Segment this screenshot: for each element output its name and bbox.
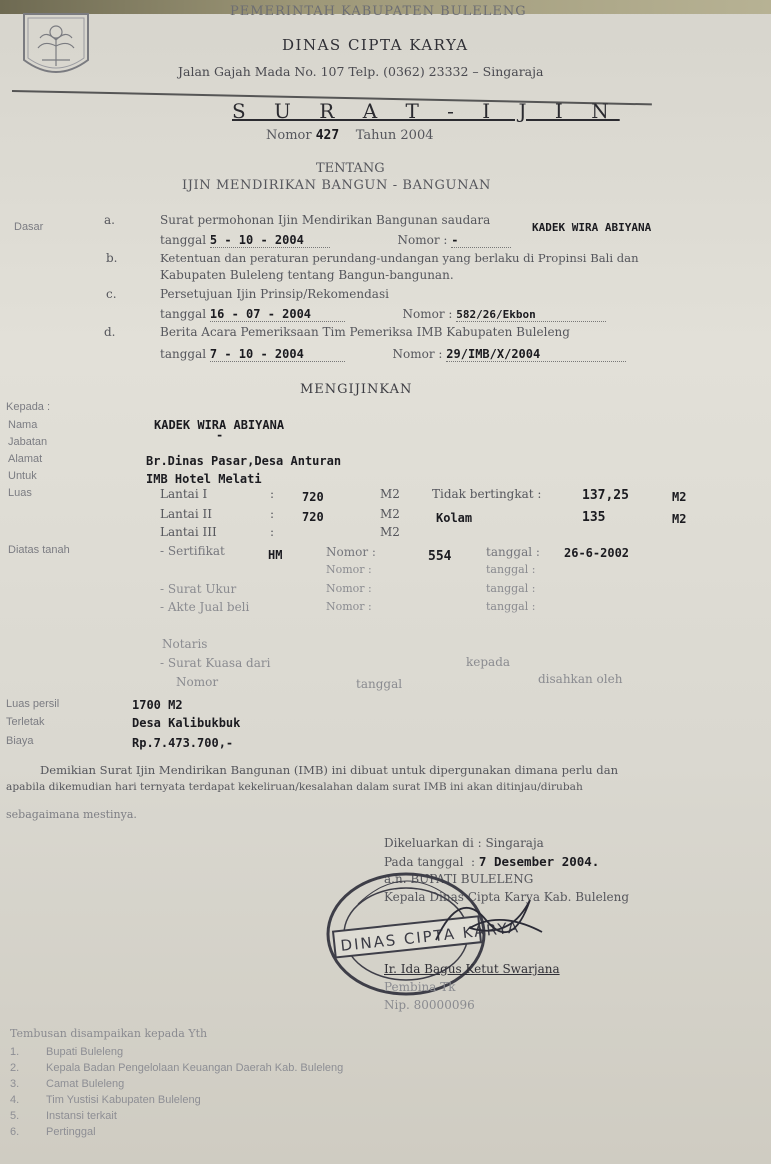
tembusan-label: Tembusan disampaikan kepada Yth <box>10 1027 208 1040</box>
dasar-c-date: tanggal 16 - 07 - 2004 Nomor : 582/26/Ekbon <box>160 307 606 322</box>
kuasa-nomor-label: Nomor <box>176 675 219 689</box>
tembusan-item: 3. Camat Buleleng <box>10 1078 125 1090</box>
dasar-b-mark: b. <box>106 251 118 265</box>
sertifikat-tanggal-label: tanggal : <box>486 545 540 559</box>
closing-line-3: sebagaimana mestinya. <box>6 808 137 821</box>
official-name: Ir. Ida Bagus Ketut Swarjana <box>384 962 560 976</box>
official-nip: Nip. 80000096 <box>384 998 475 1012</box>
lantai1-unit: M2 <box>380 487 400 501</box>
luas-persil-value: 1700 M2 <box>132 698 183 712</box>
alamat-label: Alamat <box>8 453 43 465</box>
tidak-bertingkat-value: 137,25 <box>582 488 629 503</box>
dasar-a-date: tanggal 5 - 10 - 2004 Nomor : - <box>160 233 511 248</box>
sertifikat-label: - Sertifikat <box>160 544 225 558</box>
notaris-label: Notaris <box>162 637 208 651</box>
lantai3-label: Lantai III <box>160 525 217 539</box>
kolam-value: 135 <box>582 510 606 525</box>
lantai1-colon: : <box>270 487 275 501</box>
luas-label: Luas <box>8 487 32 499</box>
jabatan-label: Jabatan <box>8 436 48 448</box>
lantai3-colon: : <box>270 525 275 539</box>
nomor-blank-2: Nomor : <box>326 582 372 595</box>
kolam-unit: M2 <box>672 512 687 526</box>
kepala-dinas: Kepala Dinas Cipta Karya Kab. Buleleng <box>384 890 630 904</box>
tanggal-blank-2: tanggal : <box>486 582 536 595</box>
official-rank: Pembina Tk <box>384 980 456 994</box>
untuk-label: Untuk <box>8 470 37 482</box>
closing-line-1: Demikian Surat Ijin Mendirikan Bangunan (IMB) ini dibuat untuk dipergunakan dimana perlu dan <box>40 763 619 777</box>
header-agency: DINAS CIPTA KARYA <box>282 36 469 54</box>
document-number: Nomor 427 Tahun 2004 <box>266 128 434 143</box>
dasar-c-text: Persetujuan Ijin Prinsip/Rekomendasi <box>160 287 389 301</box>
tembusan-item: 4. Tim Yustisi Kabupaten Buleleng <box>10 1094 201 1106</box>
sertifikat-nomor-label: Nomor : <box>326 545 376 559</box>
dasar-b-text1: Ketentuan dan peraturan perundang-undangan yang berlaku di Propinsi Bali dan <box>160 251 639 265</box>
surat-ukur-label: - Surat Ukur <box>160 582 237 596</box>
disahkan-oleh-label: disahkan oleh <box>538 672 623 686</box>
an-bupati: a.n. BUPATI BULELENG <box>384 872 534 886</box>
tidak-bertingkat-label: Tidak bertingkat : <box>432 487 542 501</box>
header-government: PEMERINTAH KABUPATEN BULELENG <box>230 4 527 19</box>
terletak-value: Desa Kalibukbuk <box>132 716 241 730</box>
dasar-a-mark: a. <box>104 213 115 227</box>
tanggal-blank-1: tanggal : <box>486 563 536 576</box>
akte-jual-beli-label: - Akte Jual beli <box>160 600 250 614</box>
dasar-d-mark: d. <box>104 325 116 339</box>
dasar-a-text: Surat permohonan Ijin Mendirikan Bangunan saudara <box>160 213 491 227</box>
tanggal-blank-3: tanggal : <box>486 600 536 613</box>
mengijinkan-heading: MENGIJINKAN <box>300 382 413 397</box>
dasar-b-text2: Kabupaten Buleleng tentang Bangun-bangunan. <box>160 268 454 282</box>
kolam-label: Kolam <box>436 511 473 525</box>
lantai2-unit: M2 <box>380 507 400 521</box>
sertifikat-tanggal: 26-6-2002 <box>564 546 630 560</box>
biaya-value: Rp.7.473.700,- <box>132 736 234 750</box>
biaya-label: Biaya <box>6 735 34 747</box>
surat-kuasa-label: - Surat Kuasa dari <box>160 656 271 670</box>
svg-text:DINAS CIPTA KARYA: DINAS CIPTA KARYA <box>339 918 521 955</box>
document-subject: IJIN MENDIRIKAN BANGUN - BANGUNAN <box>182 178 492 193</box>
terletak-label: Terletak <box>6 716 45 728</box>
lantai1-label: Lantai I <box>160 487 208 501</box>
kepada-label: Kepada : <box>6 401 51 413</box>
tembusan-item: 5. Instansi terkait <box>10 1110 117 1122</box>
tembusan-item: 2. Kepala Badan Pengelolaan Keuangan Daerah Kab. Buleleng <box>10 1062 344 1074</box>
lantai2-label: Lantai II <box>160 507 212 521</box>
issued-date: Pada tanggal : 7 Desember 2004. <box>384 854 600 869</box>
kuasa-tanggal-label: tanggal <box>356 677 403 691</box>
regency-emblem-icon <box>18 8 94 86</box>
lantai2-value: 720 <box>302 510 324 524</box>
issued-at: Dikeluarkan di : Singaraja <box>384 836 544 850</box>
dasar-d-date: tanggal 7 - 10 - 2004 Nomor : 29/IMB/X/2004 <box>160 347 626 362</box>
jabatan-value: - <box>216 428 224 442</box>
tembusan-item: 1. Bupati Buleleng <box>10 1046 124 1058</box>
sertifikat-nomor: 554 <box>428 549 452 564</box>
tembusan-item: 6. Pertinggal <box>10 1126 96 1138</box>
document-title: S U R A T - I J I N <box>232 99 620 123</box>
untuk-value: IMB Hotel Melati <box>146 472 262 486</box>
dasar-label: Dasar <box>14 221 44 233</box>
applicant-name: KADEK WIRA ABIYANA <box>532 221 652 234</box>
signature-scribble <box>430 880 550 960</box>
nomor-blank-3: Nomor : <box>326 600 372 613</box>
recipient-name: KADEK WIRA ABIYANA <box>154 418 285 432</box>
tidak-bertingkat-unit: M2 <box>672 490 687 504</box>
luas-persil-label: Luas persil <box>6 698 60 710</box>
diatas-tanah-label: Diatas tanah <box>8 544 70 556</box>
lantai1-value: 720 <box>302 490 324 504</box>
tembusan-list <box>10 1044 343 1140</box>
tentang-label: TENTANG <box>316 161 385 176</box>
lantai3-unit: M2 <box>380 525 400 539</box>
alamat-value: Br.Dinas Pasar,Desa Anturan <box>146 454 342 468</box>
closing-line-2: apabila dikemudian hari ternyata terdapat kekeliruan/kesalahan dalam surat IMB ini akan ditinjau/dirubah <box>6 781 583 793</box>
lantai2-colon: : <box>270 507 275 521</box>
kuasa-kepada-label: kepada <box>466 655 511 669</box>
sertifikat-type: HM <box>268 548 283 562</box>
dasar-c-mark: c. <box>106 287 117 301</box>
header-address: Jalan Gajah Mada No. 107 Telp. (0362) 23332 – Singaraja <box>178 64 544 79</box>
nama-label: Nama <box>8 419 38 431</box>
nomor-blank-1: Nomor : <box>326 563 372 576</box>
dasar-d-text: Berita Acara Pemeriksaan Tim Pemeriksa IMB Kabupaten Buleleng <box>160 325 570 339</box>
